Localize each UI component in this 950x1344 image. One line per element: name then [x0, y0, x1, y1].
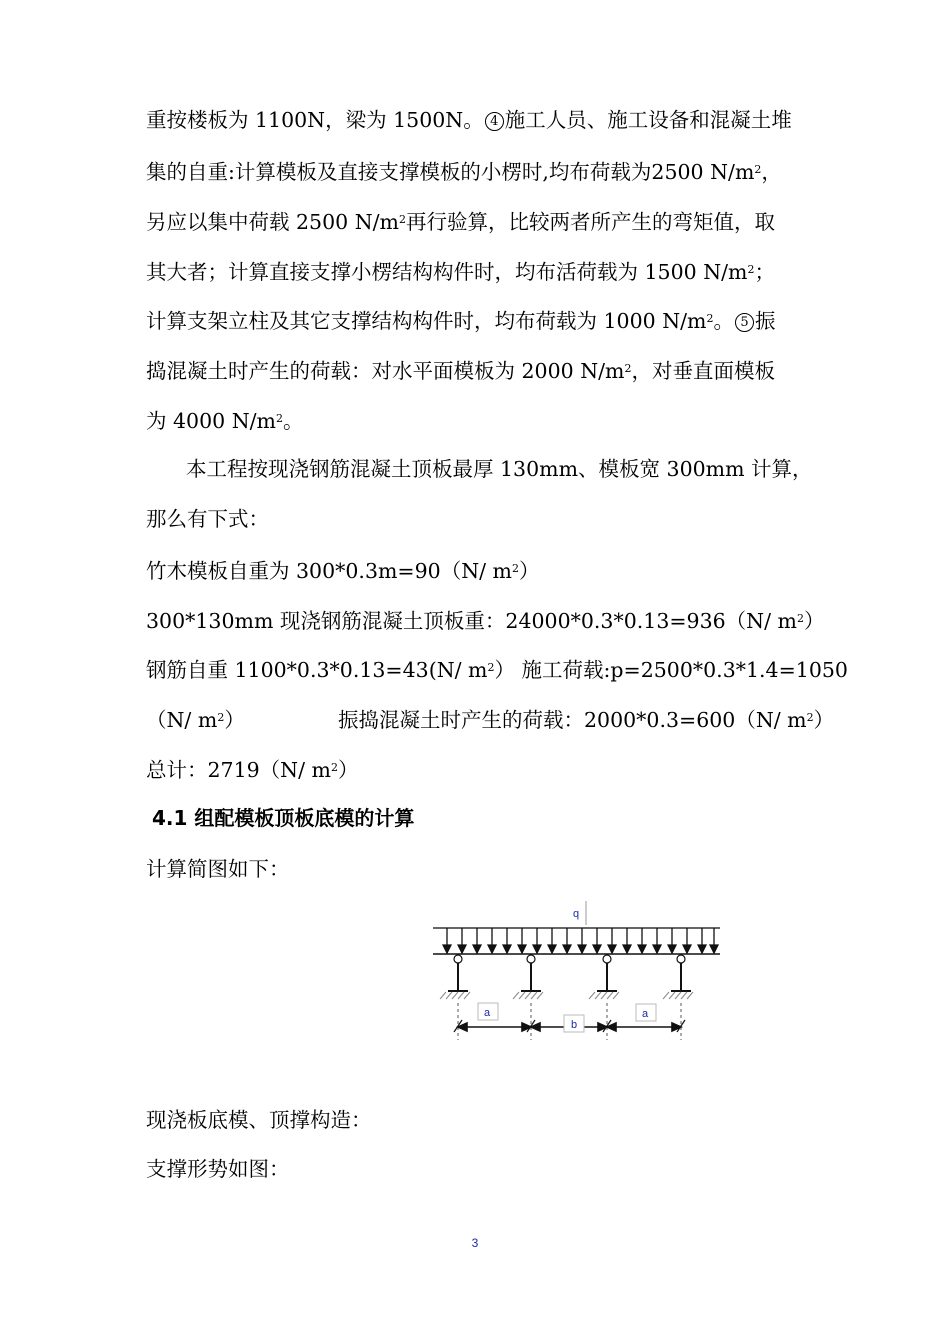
support-4 — [663, 955, 693, 999]
calc-line: 振捣混凝土时产生的荷载：2000*0.3=600（N/ $m^2$） — [338, 708, 835, 732]
text-line: 其大者；计算直接支撑小楞结构构件时，均布活荷载为 1500 $N/m^2$； — [146, 260, 775, 284]
circled-number-5: 5 — [735, 313, 754, 332]
text-line: 那么有下式： — [146, 507, 269, 531]
section-heading: 4.1 组配模板顶板底模的计算 — [152, 806, 415, 830]
text-line: 集的自重:计算模板及直接支撑模板的小楞时,均布荷载为2500 $N/m^2$， — [146, 160, 782, 184]
text-line: 计算支架立柱及其它支撑结构构件时，均布荷载为 1000 $N/m^2$。 5 振 — [146, 309, 776, 333]
distributed-load-arrows — [443, 928, 718, 953]
text-line: 捣混凝土时产生的荷载：对水平面模板为 2000 $N/m^2$，对垂直面模板 — [146, 359, 775, 383]
page-number: 3 — [471, 1236, 479, 1250]
text-line: 重按楼板为 1100N，梁为 1500N。 4 施工人员、施工设备和混凝土堆 — [146, 108, 792, 132]
support-1 — [440, 955, 470, 999]
support-2 — [513, 955, 543, 999]
circled-number-4: 4 — [485, 112, 504, 131]
text-line: 为 4000 $N/m^2$。 — [146, 409, 304, 433]
calc-line: 竹木模板自重为 300*0.3m=90（N/ $m^2$） — [146, 559, 540, 583]
text-line: 支撑形势如图： — [146, 1157, 290, 1181]
calc-line: 钢筋自重 1100*0.3*0.13=43(N/ $m^2$） 施工荷载:p=2500*0.3*1.4=1050 — [146, 658, 848, 682]
calc-line: （N/ $m^2$） — [146, 708, 245, 732]
calc-line: 300*130mm 现浇钢筋混凝土顶板重：24000*0.3*0.13=936（N/ $m^2$） — [146, 609, 825, 633]
span-label-b: b — [571, 1019, 578, 1031]
load-label: q — [573, 908, 580, 920]
span-label-a-left: a — [484, 1007, 491, 1019]
span-label-a-right: a — [642, 1008, 649, 1020]
beam-diagram — [0, 895, 950, 1055]
text-line: 现浇板底模、顶撑构造： — [146, 1108, 372, 1132]
calc-line: 总计：2719（N/ $m^2$） — [146, 758, 359, 782]
text-line: 本工程按现浇钢筋混凝土顶板最厚 130mm、模板宽 300mm 计算， — [186, 457, 813, 481]
diagram-intro: 计算简图如下： — [146, 857, 290, 881]
support-3 — [589, 955, 619, 999]
text-line: 另应以集中荷载 2500 $N/m^2$再行验算，比较两者所产生的弯矩值，取 — [146, 210, 775, 234]
